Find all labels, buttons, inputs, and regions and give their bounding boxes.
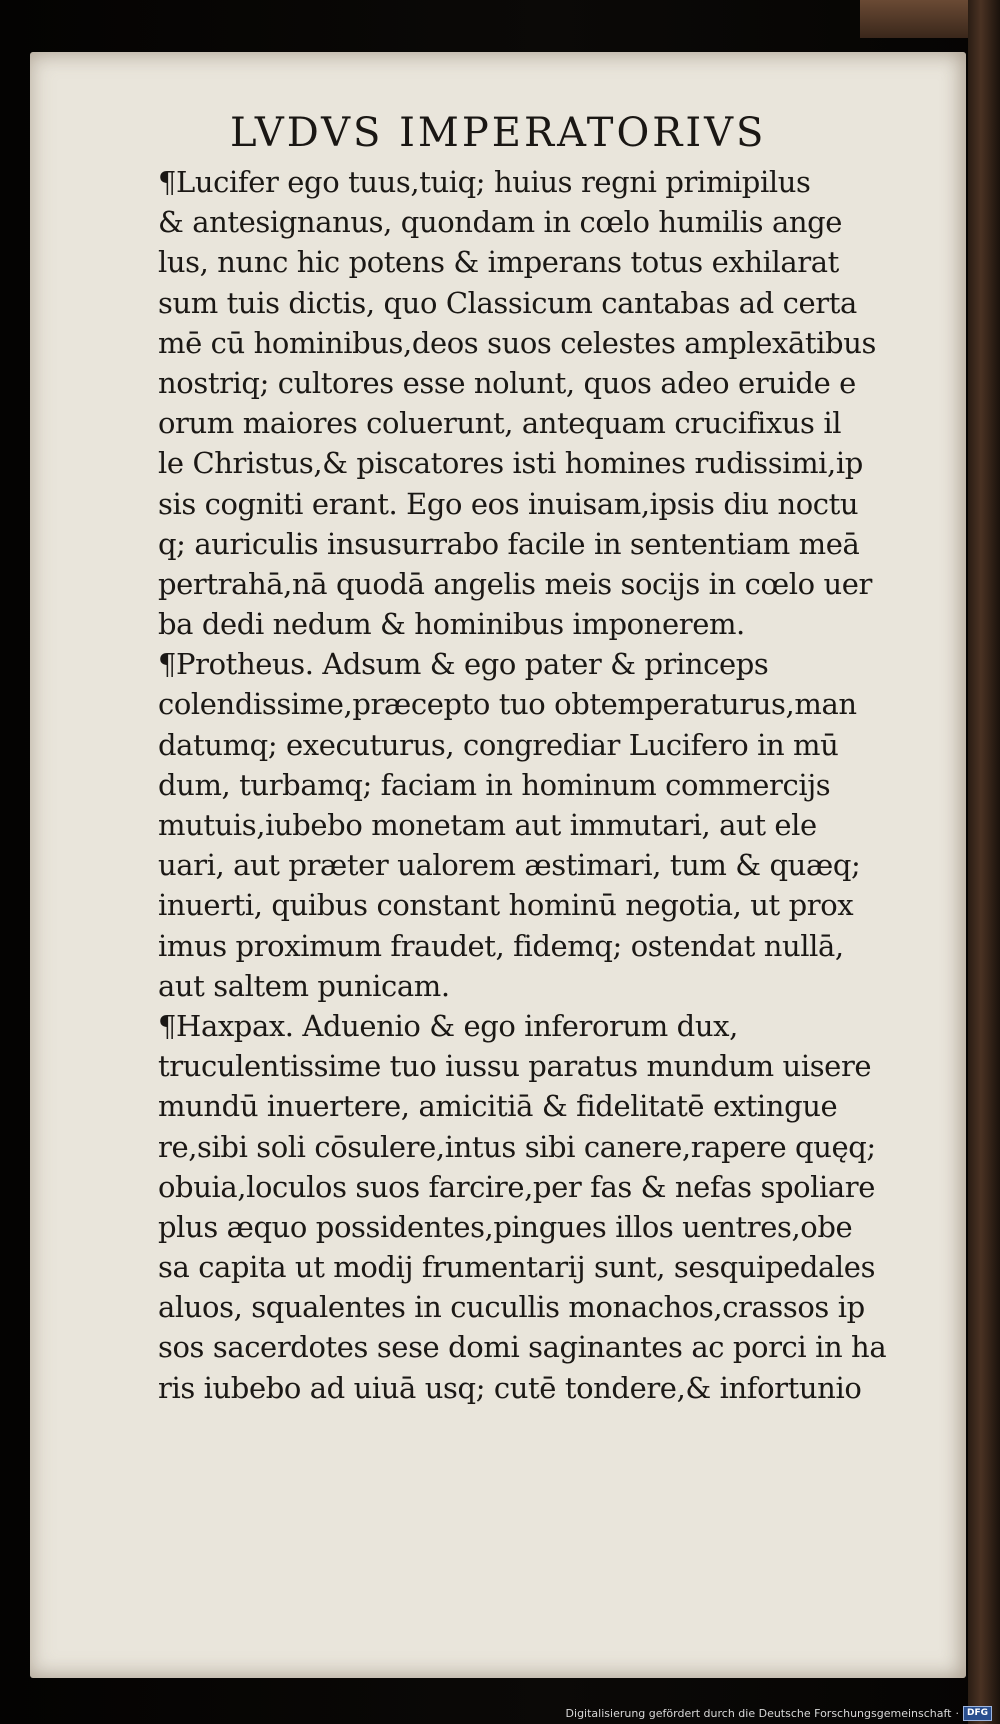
text-line: datumq; executurus, congrediar Lucifero in mū <box>158 727 839 762</box>
text-line: orum maiores coluerunt, antequam crucifixus il <box>158 406 842 441</box>
text-line: imus proximum fraudet, fidemq; ostendat nullā, <box>158 928 844 963</box>
text-line: dum, turbamq; faciam in hominum commercijs <box>158 767 831 802</box>
text-line: plus æquo possidentes,pingues illos uentres,obe <box>158 1209 853 1244</box>
text-line: mundū inuertere, amicitiā & fidelitatē extingue <box>158 1089 838 1124</box>
text-line: re,sibi soli cōsulere,intus sibi canere,rapere quęq; <box>158 1129 876 1164</box>
text-body <box>158 162 978 1408</box>
text-line: sis cogniti erant. Ego eos inuisam,ipsis diu noctu <box>158 486 859 521</box>
text-line: inuerti, quibus constant hominū negotia, ut prox <box>158 888 854 923</box>
dfg-logo-icon: DFG <box>963 1706 992 1721</box>
text-line: aluos, squalentes in cucullis monachos,crassos ip <box>158 1290 865 1325</box>
text-line: obuia,loculos suos farcire,per fas & nefas spoliare <box>158 1169 876 1204</box>
credit-text: Digitalisierung gefördert durch die Deutsche Forschungsgemeinschaft <box>565 1707 952 1720</box>
digitization-credit <box>566 1706 992 1721</box>
text-line: colendissime,præcepto tuo obtemperaturus,man <box>158 687 857 722</box>
text-line: ¶Haxpax. Aduenio & ego inferorum dux, <box>158 1008 738 1043</box>
text-line: lus, nunc hic potens & imperans totus exhilarat <box>158 245 839 280</box>
text-line: & antesignanus, quondam in cœlo humilis ange <box>158 205 843 240</box>
text-line: sum tuis dictis, quo Classicum cantabas ad certa <box>158 285 857 320</box>
text-line: sa capita ut modij frumentarij sunt, sesquipedales <box>158 1250 876 1285</box>
text-line: mē cū hominibus,deos suos celestes amplexātibus <box>158 325 876 360</box>
text-line: truculentissime tuo iussu paratus mundum uisere <box>158 1049 872 1084</box>
text-line: ris iubebo ad uiuā usq; cutē tondere,& infortunio <box>158 1370 862 1405</box>
text-line: aut saltem punicam. <box>158 968 450 1003</box>
text-line: sos sacerdotes sese domi saginantes ac porci in ha <box>158 1330 887 1365</box>
text-line: ba dedi nedum & hominibus imponerem. <box>158 607 745 642</box>
credit-separator: · <box>955 1707 959 1720</box>
text-line: mutuis,iubebo monetam aut immutari, aut ele <box>158 808 817 842</box>
text-line: le Christus,& piscatores isti homines rudissimi,ip <box>158 446 863 481</box>
text-line: ¶Lucifer ego tuus,tuiq; huius regni primipilus <box>158 165 811 199</box>
book-page <box>30 52 966 1678</box>
text-line: nostriq; cultores esse nolunt, quos adeo eruide e <box>158 365 856 400</box>
text-line: pertrahā,nā quodā angelis meis socijs in cœlo uer <box>158 566 873 601</box>
text-line: ¶Protheus. Adsum & ego pater & princeps <box>158 647 769 682</box>
text-line: uari, aut præter ualorem æstimari, tum & quæq; <box>158 848 861 883</box>
text-line: q; auriculis insusurrabo facile in sententiam meā <box>158 526 860 561</box>
running-head: LVDVS IMPERATORIVS <box>230 110 767 156</box>
